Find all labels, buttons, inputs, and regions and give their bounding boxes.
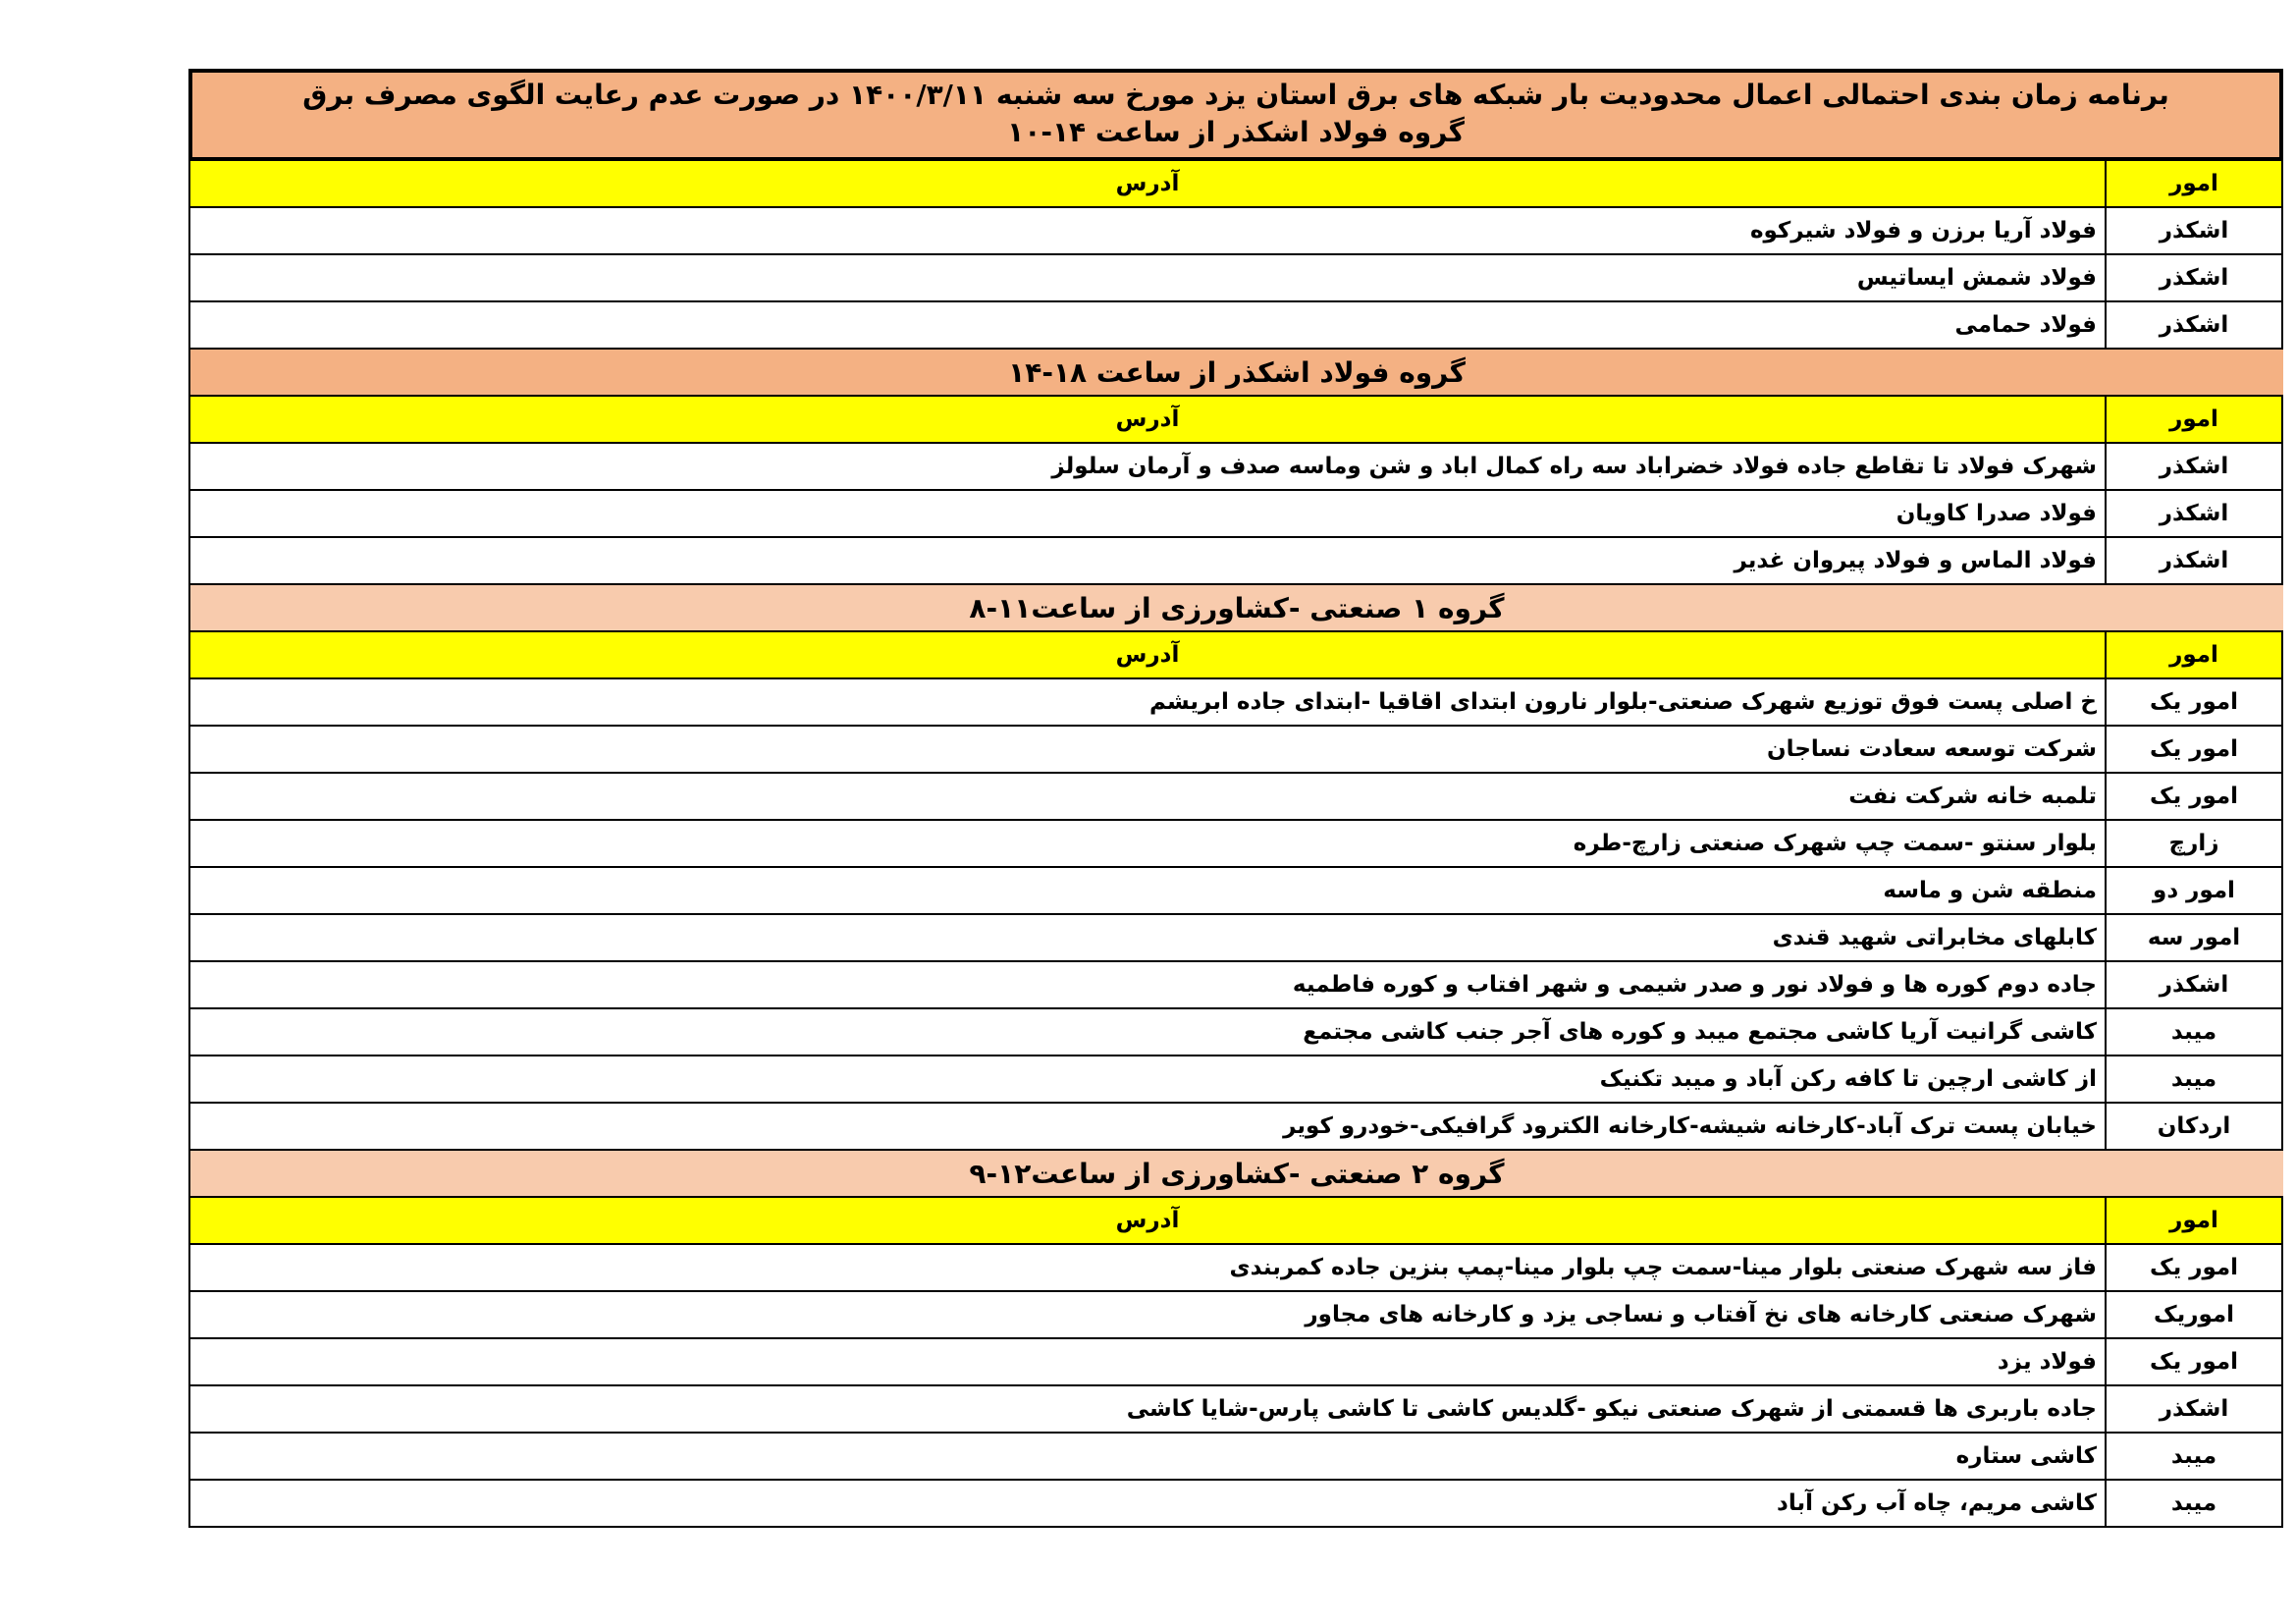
table-row bbox=[188, 444, 2283, 491]
table-row bbox=[188, 1339, 2283, 1386]
column-header-address: آدرس bbox=[1115, 171, 1180, 196]
table-row bbox=[188, 727, 2283, 774]
amur-cell: اشکذر bbox=[2105, 538, 2283, 583]
address-cell: فولاد صدرا کاویان bbox=[1896, 501, 2097, 526]
table-row bbox=[188, 1292, 2283, 1339]
table-row bbox=[188, 1056, 2283, 1104]
amur-cell: امور یک bbox=[2105, 1245, 2283, 1290]
group-title-row bbox=[188, 1151, 2283, 1198]
table-row bbox=[188, 491, 2283, 538]
column-header-amur: امور bbox=[2105, 1198, 2283, 1243]
amur-cell: اردکان bbox=[2105, 1104, 2283, 1149]
table-row bbox=[188, 774, 2283, 821]
table-row bbox=[188, 302, 2283, 350]
group-title: گروه ۲ صنعتی -کشاورزی از ساعت۱۲-۹ bbox=[969, 1157, 1505, 1190]
amur-cell: امور یک bbox=[2105, 727, 2283, 772]
column-header-address: آدرس bbox=[1115, 406, 1180, 432]
address-cell: کابلهای مخابراتی شهید قندی bbox=[1772, 925, 2097, 950]
table-row bbox=[188, 679, 2283, 727]
amur-cell: میبد bbox=[2105, 1434, 2283, 1479]
address-cell: از کاشی ارچین تا کافه رکن آباد و میبد تکنیک bbox=[1599, 1066, 2097, 1092]
address-cell: فولاد آریا برزن و فولاد شیرکوه bbox=[1749, 218, 2097, 244]
address-cell: فولاد حمامی bbox=[1954, 312, 2097, 338]
amur-cell: زارچ bbox=[2105, 821, 2283, 866]
group-title: گروه فولاد اشکذر از ساعت ۱۸-۱۴ bbox=[1008, 355, 1466, 389]
table-row bbox=[188, 1434, 2283, 1481]
amur-cell: امور سه bbox=[2105, 915, 2283, 960]
table-row bbox=[188, 962, 2283, 1009]
address-cell: شرکت توسعه سعادت نساجان bbox=[1767, 736, 2097, 762]
column-header-row bbox=[188, 632, 2283, 679]
table-row bbox=[188, 538, 2283, 585]
amur-cell: امور یک bbox=[2105, 1339, 2283, 1384]
group-title-row bbox=[188, 350, 2283, 397]
address-cell: خیابان پست ترک آباد-کارخانه شیشه-کارخانه الکترود گرافیکی-خودرو کویر bbox=[1283, 1113, 2097, 1139]
table-row bbox=[188, 868, 2283, 915]
table-row bbox=[188, 1481, 2283, 1528]
address-cell: بلوار سنتو -سمت چپ شهرک صنعتی زارچ-طره bbox=[1573, 831, 2097, 856]
amur-cell: امور دو bbox=[2105, 868, 2283, 913]
address-cell: فاز سه شهرک صنعتی بلوار مینا-سمت چپ بلوار مینا-پمپ بنزین جاده کمربندی bbox=[1229, 1255, 2097, 1280]
table-row bbox=[188, 255, 2283, 302]
address-cell: کاشی گرانیت آریا کاشی مجتمع میبد و کوره های آجر جنب کاشی مجتمع bbox=[1303, 1019, 2097, 1045]
group-title-row bbox=[188, 116, 2283, 161]
address-cell: خ اصلی پست فوق توزیع شهرک صنعتی-بلوار نارون ابتدای اقاقیا -ابتدای جاده ابریشم bbox=[1148, 689, 2097, 715]
column-header-row bbox=[188, 161, 2283, 208]
address-cell: فولاد الماس و فولاد پیروان غدیر bbox=[1734, 548, 2097, 573]
amur-cell: اشکذر bbox=[2105, 255, 2283, 300]
amur-cell: میبد bbox=[2105, 1056, 2283, 1102]
document-title-row bbox=[188, 69, 2283, 116]
amur-cell: میبد bbox=[2105, 1481, 2283, 1526]
column-header-row bbox=[188, 1198, 2283, 1245]
group-title: گروه ۱ صنعتی -کشاورزی از ساعت۱۱-۸ bbox=[969, 591, 1505, 624]
address-cell: تلمبه خانه شرکت نفت bbox=[1848, 784, 2097, 809]
amur-cell: اموریک bbox=[2105, 1292, 2283, 1337]
column-header-address: آدرس bbox=[1115, 1208, 1180, 1233]
table-row bbox=[188, 1009, 2283, 1056]
document-title: برنامه زمان بندی احتمالی اعمال محدودیت بار شبکه های برق استان یزد مورخ سه شنبه ۱۴۰۰/۳/۱۱ در صورت عدم رعایت الگوی مصرف برق bbox=[302, 78, 2169, 111]
address-cell: کاشی مریم، چاه آب رکن آباد bbox=[1777, 1490, 2097, 1516]
amur-cell: اشکذر bbox=[2105, 302, 2283, 348]
column-header-amur: امور bbox=[2105, 397, 2283, 442]
amur-cell: اشکذر bbox=[2105, 444, 2283, 489]
table-row bbox=[188, 208, 2283, 255]
column-header-address: آدرس bbox=[1115, 642, 1180, 668]
schedule-sheet bbox=[188, 69, 2283, 1528]
table-row bbox=[188, 821, 2283, 868]
address-cell: شهرک فولاد تا تقاطع جاده فولاد خضراباد سه راه کمال اباد و شن وماسه صدف و آرمان سلولز bbox=[1051, 454, 2097, 479]
group-title-row bbox=[188, 585, 2283, 632]
address-cell: منطقه شن و ماسه bbox=[1883, 878, 2097, 903]
amur-cell: اشکذر bbox=[2105, 208, 2283, 253]
amur-cell: اشکذر bbox=[2105, 1386, 2283, 1432]
group-title: گروه فولاد اشکذر از ساعت ۱۴-۱۰ bbox=[1007, 116, 1465, 148]
address-cell: جاده دوم کوره ها و فولاد نور و صدر شیمی و شهر افتاب و کوره فاطمیه bbox=[1292, 972, 2097, 998]
amur-cell: میبد bbox=[2105, 1009, 2283, 1055]
table-row bbox=[188, 915, 2283, 962]
column-header-amur: امور bbox=[2105, 161, 2283, 206]
table-row bbox=[188, 1245, 2283, 1292]
table-row bbox=[188, 1104, 2283, 1151]
table-row bbox=[188, 1386, 2283, 1434]
address-cell: فولاد شمش ایساتیس bbox=[1856, 265, 2097, 291]
amur-cell: امور یک bbox=[2105, 679, 2283, 725]
address-cell: کاشی ستاره bbox=[1955, 1443, 2097, 1469]
column-header-row bbox=[188, 397, 2283, 444]
amur-cell: اشکذر bbox=[2105, 962, 2283, 1007]
address-cell: جاده باربری ها قسمتی از شهرک صنعتی نیکو -گلدیس کاشی تا کاشی پارس-شایا کاشی bbox=[1126, 1396, 2097, 1422]
amur-cell: اشکذر bbox=[2105, 491, 2283, 536]
address-cell: شهرک صنعتی کارخانه های نخ آفتاب و نساجی یزد و کارخانه های مجاور bbox=[1305, 1302, 2097, 1327]
amur-cell: امور یک bbox=[2105, 774, 2283, 819]
column-header-amur: امور bbox=[2105, 632, 2283, 677]
address-cell: فولاد یزد bbox=[1997, 1349, 2097, 1375]
